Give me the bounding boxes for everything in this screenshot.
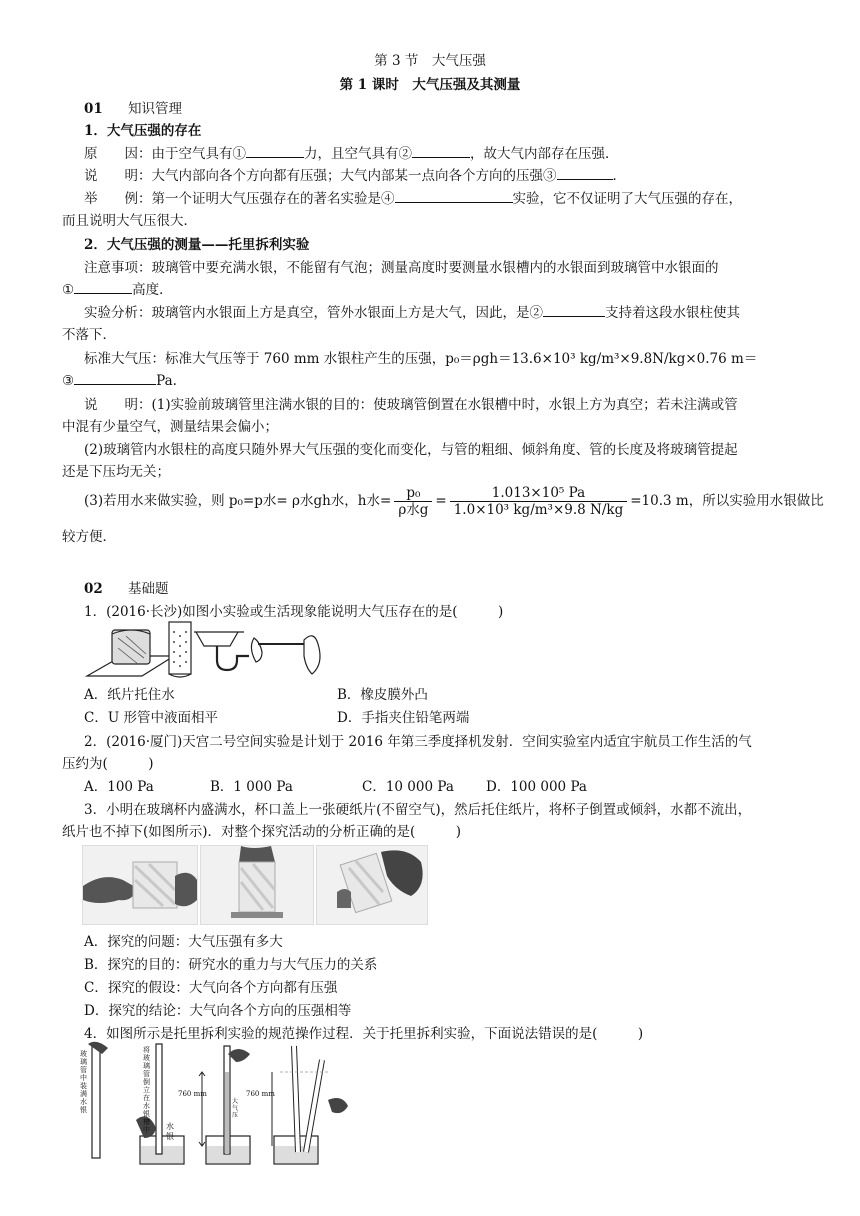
q1-option-b[interactable]: B．橡皮膜外凸 bbox=[337, 687, 428, 703]
heading-torricelli: 2．大气压强的测量——托里拆利实验 bbox=[84, 237, 310, 253]
q3-photo-inverted bbox=[200, 845, 314, 925]
label-pressure: 大气压 bbox=[232, 1098, 239, 1119]
label-760-a: 760 mm bbox=[178, 1090, 207, 1098]
u-trap bbox=[217, 646, 249, 670]
section-tag-02: 02 bbox=[84, 581, 103, 597]
note-line: 说 明：大气内部向各个方向都有压强；大气内部某一点向各个方向的压强③ ． bbox=[84, 168, 626, 184]
label-invert-tube: 将玻璃管倒立在水银槽中 bbox=[143, 1046, 150, 1134]
q3-option-c[interactable]: C．探究的假设：大气向各个方向都有压强 bbox=[84, 980, 338, 996]
standard-pressure-line: 标准大气压：标准大气压等于 760 mm 水银柱产生的压强，p₀＝ρgh＝13.6×10³ kg/m³×9.8N/kg×0.76 m＝ bbox=[84, 351, 758, 367]
section-tag-label-02: 基础题 bbox=[128, 581, 169, 597]
q2-option-a[interactable]: A．100 Pa bbox=[84, 779, 154, 795]
explain-1-cont: 中混有少量空气，测量结果会偏小； bbox=[62, 419, 278, 435]
q4-torricelli-figure bbox=[78, 1040, 358, 1166]
blank-a3 bbox=[74, 372, 156, 385]
label-mercury: 水银 bbox=[166, 1122, 174, 1141]
standard-pressure-cont: ③ Pa. bbox=[62, 373, 177, 389]
explain-1: 说 明：(1)实验前玻璃管里注满水银的目的：使玻璃管倒置在水银槽中时，水银上方为真空；若未注满或管 bbox=[84, 397, 738, 413]
explain-2-cont: 还是下压均无关； bbox=[62, 464, 170, 480]
sink bbox=[194, 632, 244, 646]
heading-pressure-existence: 1．大气压强的存在 bbox=[84, 123, 202, 139]
q3-option-b[interactable]: B．探究的目的：研究水的重力与大气压力的关系 bbox=[84, 957, 378, 973]
blank-4 bbox=[395, 190, 513, 203]
tube-inverting bbox=[156, 1044, 162, 1154]
section-title: 第 3 节 大气压强 bbox=[374, 53, 486, 69]
label-fill-tube: 玻璃管中装满水银 bbox=[80, 1050, 87, 1114]
cause-line: 原 因：由于空气具有① 力，且空气具有② ，故大气内部存在压强． bbox=[84, 146, 619, 162]
explain-3-cont: 较方便． bbox=[62, 529, 116, 545]
blank-a1 bbox=[74, 281, 132, 294]
question-3: 3．小明在玻璃杯内盛满水，杯口盖上一张硬纸片(不留空气)，然后托住纸片，将杯子倒置或倾斜，水都不流出， bbox=[84, 802, 752, 818]
section-tag-01: 01 bbox=[84, 101, 103, 117]
analysis-cont: 不落下． bbox=[62, 327, 116, 343]
label-760-b: 760 mm bbox=[246, 1090, 275, 1098]
question-1: 1．(2016·长沙)如图小实验或生活现象能说明大气压存在的是( ) bbox=[84, 604, 504, 620]
q1-option-c[interactable]: C．U 形管中液面相平 bbox=[84, 710, 218, 726]
q3-option-a[interactable]: A．探究的问题：大气压强有多大 bbox=[84, 934, 283, 950]
q2-option-d[interactable]: D．100 000 Pa bbox=[486, 779, 587, 795]
fraction-h-water: $\frac{\text{p₀}}{\text{ρ水g}}$ bbox=[394, 485, 432, 518]
question-2: 2．(2016·厦门)天宫二号空间实验是计划于 2016 年第三季度择机发射．空间实验室内适宜宇航员工作生活的气 bbox=[84, 734, 752, 750]
q1-figure bbox=[82, 618, 352, 680]
attention-cont: ① 高度． bbox=[62, 282, 173, 298]
q2-option-c[interactable]: C．10 000 Pa bbox=[362, 779, 454, 795]
q3-option-d[interactable]: D．探究的结论：大气向各个方向的压强相等 bbox=[84, 1003, 352, 1019]
q2-option-b[interactable]: B．1 000 Pa bbox=[210, 779, 293, 795]
tube-filling bbox=[92, 1046, 100, 1158]
q3-photo-upright bbox=[82, 845, 198, 925]
explain-2: (2)玻璃管内水银柱的高度只随外界大气压强的变化而变化，与管的粗细、倾斜角度、管的长度及将玻璃管提起 bbox=[84, 442, 738, 458]
question-4: 4．如图所示是托里拆利实验的规范操作过程．关于托里拆利实验，下面说法错误的是( ) bbox=[84, 1026, 644, 1042]
question-2-cont: 压约为( ) bbox=[62, 756, 154, 772]
q1-option-a[interactable]: A．纸片托住水 bbox=[84, 687, 175, 703]
example-line: 举 例：第一个证明大气压强存在的著名实验是④ 实验，它不仅证明了大气压强的存在， bbox=[84, 191, 742, 207]
example-cont: 而且说明大气压很大． bbox=[62, 213, 197, 229]
attention-line: 注意事项：玻璃管中要充满水银，不能留有气泡；测量高度时要测量水银槽内的水银面到玻璃管中水银面的 bbox=[84, 260, 719, 276]
analysis-line: 实验分析：玻璃管内水银面上方是真空，管外水银面上方是大气，因此，是② 支持着这段水银柱使其 bbox=[84, 305, 740, 321]
fraction-value: $\frac{\text{1.013×10⁵ Pa}}{\text{1.0×10³ kg/m³×9.8 N/kg}}$ bbox=[450, 485, 628, 518]
explain-3: (3)若用水来做实验，则 p₀=p水= ρ水gh水，h水= $\frac{\text{p₀}}{\text{ρ水g}}$ = $\frac{\text{1.013×10⁵ Pa}}{\text{1.0×10³ kg/m³×9.8 N/kg}}$ =10.3 m，所以实验用水银做比 bbox=[84, 485, 824, 518]
section-tag-label-01: 知识管理 bbox=[128, 101, 182, 117]
q3-photo-tilted bbox=[316, 845, 428, 925]
q1-option-d[interactable]: D．手指夹住铅笔两端 bbox=[337, 710, 470, 726]
question-3-cont: 纸片也不掉下(如图所示)．对整个探究活动的分析正确的是( ) bbox=[62, 824, 462, 840]
blank-2 bbox=[412, 145, 470, 158]
lesson-title: 第 1 课时 大气压强及其测量 bbox=[339, 77, 521, 93]
blank-1 bbox=[246, 145, 304, 158]
blank-3 bbox=[557, 167, 613, 180]
blank-a2 bbox=[543, 304, 605, 317]
